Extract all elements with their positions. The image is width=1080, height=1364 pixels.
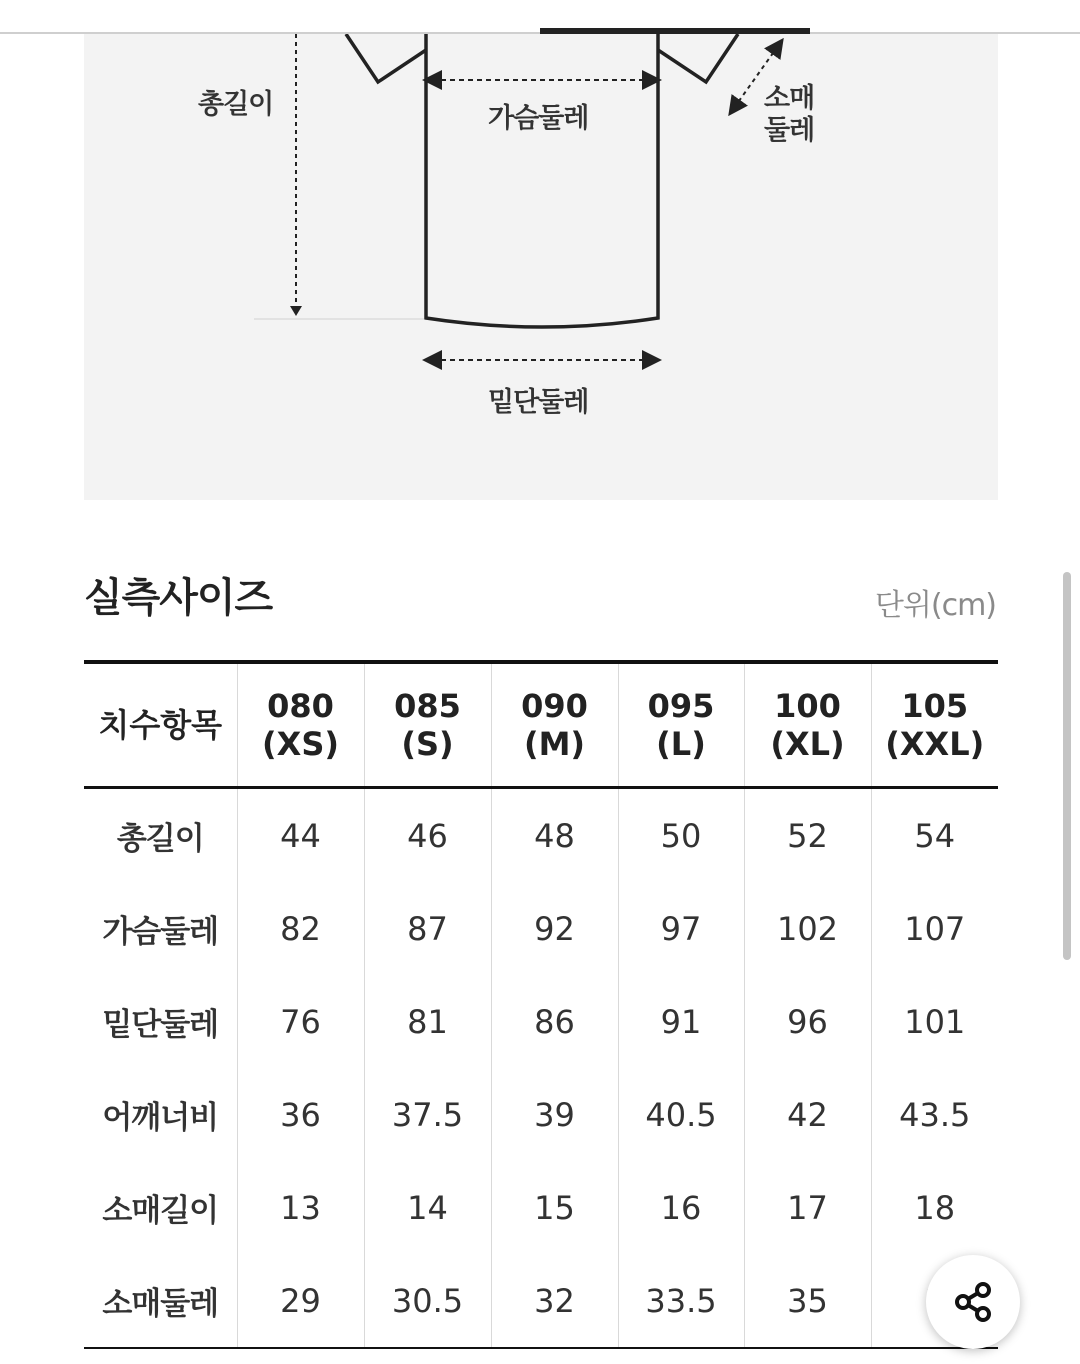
size-diagram (84, 34, 998, 500)
table-cell: 15 (491, 1161, 618, 1254)
table-cell: 48 (491, 788, 618, 883)
row-label: 가슴둘레 (102, 914, 219, 950)
label-hem: 밑단둘레 (488, 387, 589, 418)
table-cell: 44 (237, 788, 364, 883)
table-cell: 40.5 (618, 1068, 744, 1161)
table-cell: 92 (491, 882, 618, 975)
share-button[interactable] (926, 1255, 1020, 1349)
table-cell: 29 (237, 1254, 364, 1348)
table-cell: 86 (491, 975, 618, 1068)
table-cell: 52 (744, 788, 871, 883)
header-size-080: 080 (XS) (237, 662, 364, 788)
table-cell: 46 (364, 788, 491, 883)
row-label: 소매길이 (102, 1193, 219, 1229)
table-cell: 96 (744, 975, 871, 1068)
row-label: 소매둘레 (84, 1254, 237, 1348)
table-cell: 13 (237, 1161, 364, 1254)
table-cell: 35 (744, 1254, 871, 1348)
row-label: 밑단둘레 (102, 1007, 219, 1043)
table-row (84, 1161, 998, 1254)
table-cell: 87 (364, 882, 491, 975)
header-size-085: 085 (S) (364, 662, 491, 788)
header-size-095: 095 (L) (618, 662, 744, 788)
table-row (84, 975, 998, 1068)
table-cell: 102 (744, 882, 871, 975)
table-cell: 50 (618, 788, 744, 883)
size-table (84, 660, 998, 1349)
table-row (84, 1254, 998, 1348)
row-label: 총길이 (116, 821, 204, 857)
table-cell: 81 (364, 975, 491, 1068)
table-row (84, 788, 998, 883)
unit-label: 단위(cm) (874, 588, 996, 623)
table-cell: 39 (491, 1068, 618, 1161)
table-cell: 54 (871, 788, 998, 883)
table-cell: 82 (237, 882, 364, 975)
table-cell: 76 (237, 975, 364, 1068)
table-cell: 97 (618, 882, 744, 975)
label-total-length: 총길이 (198, 89, 274, 120)
table-cell: 91 (618, 975, 744, 1068)
label-chest: 가슴둘레 (488, 103, 589, 134)
table-header-row (84, 662, 998, 788)
table-cell: 32 (491, 1254, 618, 1348)
table-cell: 42 (744, 1068, 871, 1161)
table-row (84, 1068, 998, 1161)
header-size-100: 100 (XL) (744, 662, 871, 788)
table-row (84, 882, 998, 975)
table-cell: 36 (237, 1068, 364, 1161)
table-cell: 37.5 (364, 1068, 491, 1161)
table-cell: 107 (871, 882, 998, 975)
table-cell: 14 (364, 1161, 491, 1254)
header-size-105: 105 (XXL) (871, 662, 998, 788)
row-label: 어깨너비 (102, 1100, 219, 1136)
table-cell: 17 (744, 1161, 871, 1254)
header-size-090: 090 (M) (491, 662, 618, 788)
share-icon (951, 1280, 995, 1324)
label-sleeve-line2: 둘레 (764, 115, 815, 146)
scrollbar[interactable] (1063, 572, 1071, 960)
section-title: 실측사이즈 (84, 575, 273, 621)
table-cell: 101 (871, 975, 998, 1068)
label-sleeve-line1: 소매 (764, 83, 815, 114)
table-cell: 43.5 (871, 1068, 998, 1161)
table-cell: 18 (871, 1161, 998, 1254)
table-cell: 16 (618, 1161, 744, 1254)
header-label: 치수항목 (84, 662, 237, 788)
table-cell: 33.5 (618, 1254, 744, 1348)
table-cell: 30.5 (364, 1254, 491, 1348)
